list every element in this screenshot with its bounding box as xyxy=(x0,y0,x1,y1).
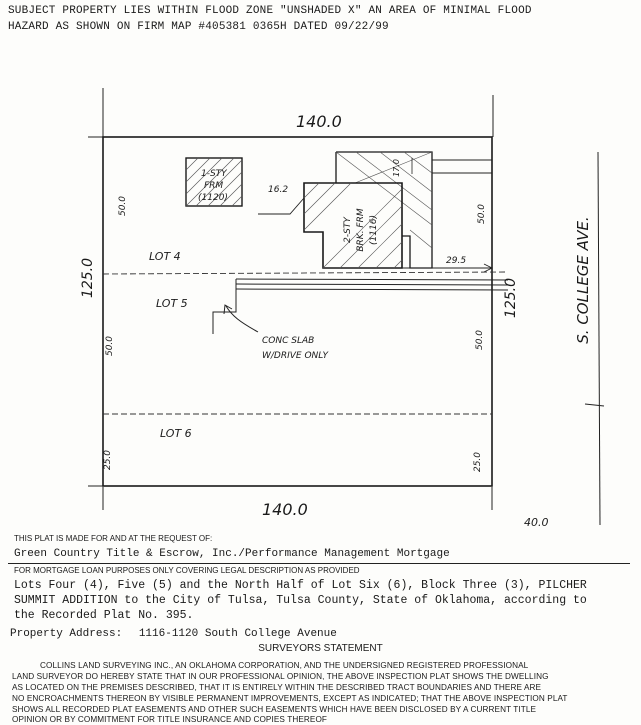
slab-label-1: CONC SLAB xyxy=(262,336,315,346)
statement-line-3: AS LOCATED ON THE PREMISES DESCRIBED, THAT IT IS ENTIRELY WITHIN THE DESCRIBED TRACT BOUNDARIES AND THERE ARE xyxy=(12,683,542,692)
left-dimension: 125.0 xyxy=(80,257,96,299)
left-50-bottom: 50.0 xyxy=(105,335,115,357)
slab-label-2: W/DRIVE ONLY xyxy=(262,351,328,361)
street-width: 40.0 xyxy=(524,516,549,529)
brick-building-label-2: BRK. FRM xyxy=(356,208,366,252)
street-name: S. COLLEGE AVE. xyxy=(574,216,592,344)
left-50-top: 50.0 xyxy=(118,195,128,217)
right-25: 25.0 xyxy=(473,451,483,473)
right-dimension: 125.0 xyxy=(503,277,519,319)
legal-line-1: Lots Four (4), Five (5) and the North Half of Lot Six (6), Block Three (3), PILCHER xyxy=(14,579,587,592)
driveway-line-1 xyxy=(236,279,508,280)
brick-building-label-3: (1116) xyxy=(369,215,379,245)
brick-building-label-1: 2-STY xyxy=(343,217,353,243)
lot-line-4-5 xyxy=(103,272,505,274)
annex-outline xyxy=(336,152,432,268)
statement-line-4: NO ENCROACHMENTS THEREON BY VISIBLE PERMANENT IMPROVEMENTS, EXCEPT AS INDICATED; THAT THE ABOVE INSPECTION PLAT xyxy=(12,694,568,703)
slab-leader-arrow xyxy=(226,306,258,332)
setback-29-5: 29.5 xyxy=(446,256,467,266)
setback-line-16-2 xyxy=(258,198,304,214)
top-dimension: 140.0 xyxy=(296,112,342,131)
legal-line-3: the Recorded Plat No. 395. xyxy=(14,609,194,622)
statement-line-6: OPINION OR BY COMMITMENT FOR TITLE INSURANCE AND COPIES THEREOF xyxy=(12,715,328,724)
lot-6-label: LOT 6 xyxy=(160,427,192,440)
request-divider xyxy=(8,563,630,564)
street-center-line xyxy=(598,152,600,525)
lot-4-label: LOT 4 xyxy=(149,250,181,263)
brick-building-hatch xyxy=(304,183,402,268)
statement-line-2: LAND SURVEYOR DO HEREBY STATE THAT IN OUR PROFESSIONAL OPINION, THE ABOVE INSPECTION PLAT SHOWS THE DWELLING xyxy=(12,672,549,681)
setback-17-0: 17.0 xyxy=(392,159,401,177)
frame-building-label-1: 1-STY xyxy=(201,169,227,179)
flood-zone-note-line-2: HAZARD AS SHOWN ON FIRM MAP #405381 0365H DATED 09/22/99 xyxy=(8,21,389,33)
driveway-line-2 xyxy=(236,284,508,285)
property-address xyxy=(10,628,337,640)
statement-line-5: SHOWS ALL RECORDED PLAT EASEMENTS AND OTHER SUCH EASEMENTS WHICH HAVE BEEN DISCLOSED BY A CURRENT TITLE xyxy=(12,705,537,714)
lot-5-label: LOT 5 xyxy=(156,297,188,310)
statement-title: SURVEYORS STATEMENT xyxy=(258,643,383,654)
statement-line-1: COLLINS LAND SURVEYING INC., AN OKLAHOMA CORPORATION, AND THE UNDERSIGNED REGISTERED PROFESSIONAL xyxy=(40,661,529,670)
request-label: THIS PLAT IS MADE FOR AND AT THE REQUEST OF: xyxy=(14,534,213,543)
property-address-label: Property Address: xyxy=(10,628,123,640)
left-25: 25.0 xyxy=(103,449,113,471)
frame-building-label-3: (1120) xyxy=(198,193,228,203)
street-tick xyxy=(585,404,604,406)
right-50-bottom: 50.0 xyxy=(475,329,485,351)
frame-building-label-2: FRM xyxy=(204,181,224,191)
driveway-line-3 xyxy=(236,289,508,290)
request-parties: Green Country Title & Escrow, Inc./Performance Management Mortgage xyxy=(14,548,450,560)
legal-line-2: SUMMIT ADDITION to the City of Tulsa, Tulsa County, State of Oklahoma, according to xyxy=(14,594,587,607)
setback-16-2: 16.2 xyxy=(268,185,289,195)
flood-zone-note-line-1: SUBJECT PROPERTY LIES WITHIN FLOOD ZONE "UNSHADED X" AN AREA OF MINIMAL FLOOD xyxy=(8,5,532,17)
legal-label: FOR MORTGAGE LOAN PURPOSES ONLY COVERING LEGAL DESCRIPTION AS PROVIDED xyxy=(14,566,360,575)
bottom-dimension: 140.0 xyxy=(262,500,308,519)
property-address-value: 1116-1120 South College Avenue xyxy=(138,628,337,640)
right-50-top: 50.0 xyxy=(477,203,487,225)
